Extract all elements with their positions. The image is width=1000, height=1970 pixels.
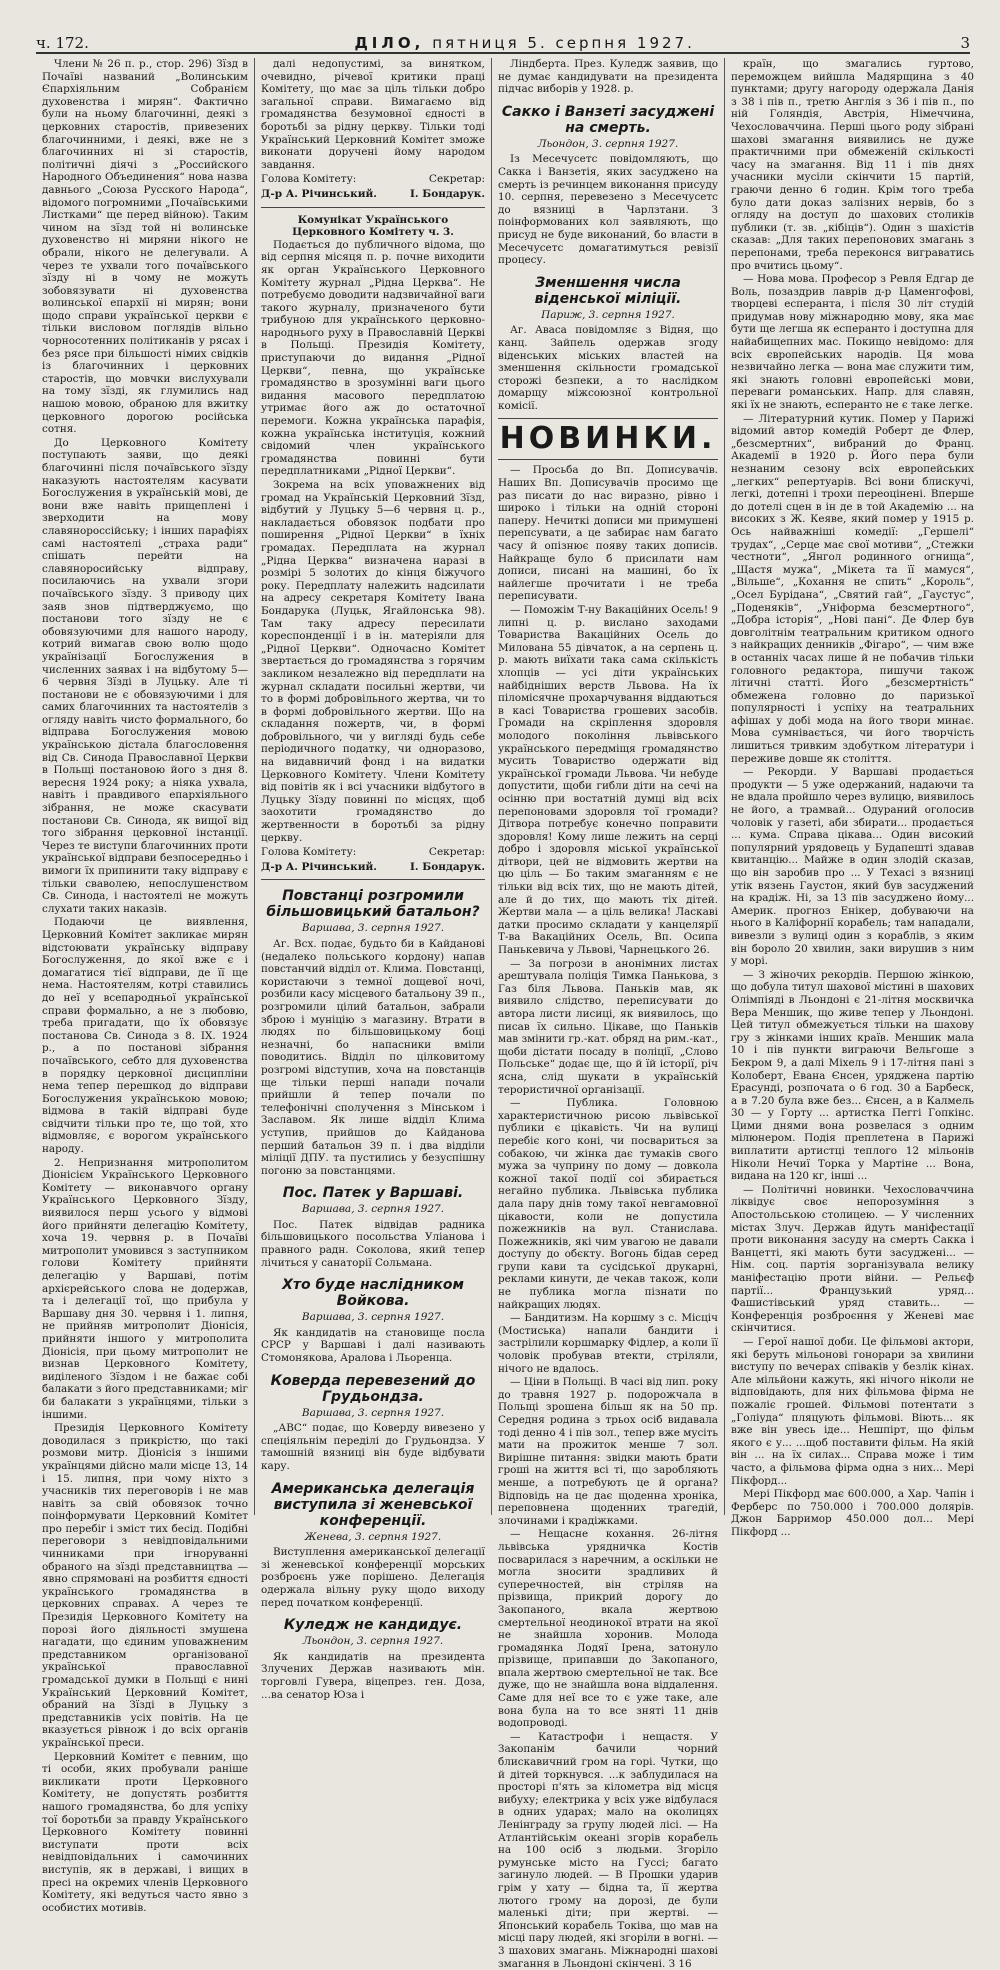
article-heading: Зменшення числа віденської міліції. bbox=[534, 274, 682, 307]
dateline: Варшава, 3. серпня 1927. bbox=[301, 922, 445, 935]
paragraph: Мері Пікфорд має 600.000, а Хар. Чапін і Ферберс по 750.000 і 700.000 долярів. Джон Барримор 450.000 дол... Мері Пікфорд ... bbox=[731, 1488, 974, 1538]
signature-names bbox=[261, 861, 485, 874]
signature-label: Голова Комітету: bbox=[261, 173, 357, 186]
signature-names bbox=[261, 188, 485, 201]
article-heading: Американська делегація виступила зі женевської конференції. bbox=[271, 1480, 475, 1529]
paragraph: — Нова мова. Професор з Ревля Едгар де Воль, позаздрив лаврів д-р Цаменгофові, творцеві есперанта, і після 30 літ студій придумав нову міжнародню мову, яка має бути ще легша як есперанто і доступна для найабищепних мас. Покищо невідомо: для всіх європейських народів. Ця мова незвичайно легка — вона має служити тим, які знають головні европейські мови, переваги романських. Напр. для славян, які їх не знають, есперанто не є таке легке. bbox=[731, 273, 974, 412]
signature-label: Секретар: bbox=[428, 173, 485, 186]
paragraph: — З жіночих рекордів. Першою жінкою, що добула титул шахової містині в шахових Олімпіяді в Льондоні є 21-літня москвичка Вера Меншик, що живе тепер у Льондоні. Цей титул обмежується тільки на шахову гру з жінками інших країв. Меншик мала 10 і пів пункти виграючи Вельгоше з Бекром 9, а далі Міхель 9 і 17-літня пані з Колоберт, Евана Єнсен, уряджена партію Ерасунді, розпочата о 6 год. 30 а Барбеск, а в 7.20 була вже без... Єнсен, а в Калмель 30 — у Горту ... артистка Пеггі Гопкінс. Цими днями вона розвелася з одним мілюнером. Подія преплетена в Парижі виплатити артистці теплого 12 мільонів Ніколи Нечиї Торка у Мартіне ... Вона, видана на 120 кг, інші ... bbox=[731, 968, 974, 1183]
paragraph: Виступлення американської делегації зі женевської конференції морських розброєнь уже порішено. Делегація одержала вільну руку щодо виходу перед початком конференції. bbox=[261, 1546, 485, 1609]
article-heading: Пос. Патек у Варшаві. bbox=[282, 1185, 464, 1202]
paragraph: Як кандидатів на президента Злучених Держав називають мін. торговлі Гувера, віцепрез. ген. Доза, ...ва сенатор Юза і bbox=[261, 1650, 485, 1701]
dateline: Льондон, 3. серпня 1927. bbox=[302, 1635, 444, 1648]
paragraph: Аг. Всх. подає, будьто би в Кайдановi (недалеко польського кордону) напав повстанчий відділ от. Клима. Повстанці, користаючи з темної дощевої ночі, розбили касу місцевого батальону 39 п., розгромили цілий батальон, забрали зброю і муніцію з магазину. Втрати в людях по більшовицькому боці незначні, бо напасники вміли поводитись. Відділ по цілковитому розгромі відступив, хоча на повстанців ще тільки перші напади почали прийшли й тепер почали по телефонічні сполучення з Мінськом і Заславом. Як лише відділ Клима уступив, прийшов до Кайданова перший батальон 39 п. і два відділи міліції ДПУ. та пустились у безуспішну погоню за повстанцями. bbox=[261, 938, 485, 1177]
paragraph: Із Месечусетс повідомляють, що Сакка і Ванзетія, яких засуджено на смерть із речинцем виконання присуду 10. серпня, перевезено з Месечусетс до вязниці в Чарлзтани. З поінформованих кол заявляють, що присуд не буде виконаний, бо власти в Месечусетс домагатимуться ревізії процесу. bbox=[498, 153, 718, 267]
paragraph: — Просьба до Вп. Дописувачів. Наших Вп. Дописувачів просимо ще раз писати до нас виразно, рівно і широко і тільки на одній стороні паперу. Нечиткі дописи ми примушені перепсувати, а це забирає нам багато часу й опізнює появу таких дописів. Найкраще було б присилати нам дописи, писані на машині, бо їх найлегше прочитати і не треба переписувати. bbox=[498, 464, 718, 603]
signature-name: Д-р А. Річинський. bbox=[261, 860, 377, 873]
paragraph: країн, що змагались гуртово, переможцем вийшла Мадярщина з 40 пунктами; другу нагороду одержала Данія з 38 і пів п., третю Англія з 36 і пів п., по ній Голяндія, Австрія, Німеччина, Чехословаччина. Перші цього роду зібрані шахові змагання виявились не дуже практичними при обмеженій скількості часу на змагання. Від 11 і пів днях учасники мусіли скінчити 15 партій, граючи денно 6 годин. Крім того треба було дати доказ залізних нервів, бо з огляду на доступ до шахових столиків публики (т. зв. „кібіців“). Один з шахістів сказав: „Для таких перепонових змагань з перепонами, треба переконся виграватись про вчитись цьому“. bbox=[731, 58, 974, 272]
article-heading: Куледж не кандидує. bbox=[283, 1617, 463, 1634]
signature-name: Д-р А. Річинський. bbox=[261, 187, 377, 200]
column-2 bbox=[254, 58, 491, 1701]
dateline: Женева, 3. серпня 1927. bbox=[304, 1530, 442, 1543]
paragraph: — За погрози в анонімних листах арештувала поліція Тимка Панькова, з Газ біля Львова. Паньків мав, як виявило слідство, переписувати до автора листи лисиці, як виявилось, що писав їх сильно. Цікаве, що Паньків мав змінити гр.-кат. обряд на рим.-кат., щоби дістати посаду в поліції, „Слово Польське“ додає ще, що й їй історії, річ ясна, слід шукати в українській терористичної організації. bbox=[498, 957, 718, 1096]
paragraph: Ліндберта. През. Куледж заявив, що не думає кандидувати на президента підчас виборів у 1928. р. bbox=[498, 58, 718, 96]
masthead-center bbox=[354, 34, 694, 52]
dateline: Париж, 3. серпня 1927. bbox=[541, 308, 675, 321]
paragraph: — Поможім Т-ну Вакаційних Осель! 9 липні ц. р. вислано заходами Товариства Вакаційних Осель до Милована 55 дівчаток, а на серпень ц. р. мають виїхати така сама скількість хлопців — усі діти українських найбідніших верств Львова. Нa їх піломісячне прохарчування віддаються в касі Товариства грошевих засобів. Громади на скріплення здоровля молодого покоління львівського українського передміщя громадянство мусить Товариство одержати від української громади Львова. Чи небуде допустити, щоби гибли діти на сечі на осінню при востатній думці від всіх перепоновами здоровля тої громади? Дітвора потребує конечно поправити здоровля! Кому лише лежить на серці добро і здоровля міської української дітвори, цей не відмовить жертви на цю ціль — Бо таким змаганням є не тільки від всіх тих, що не мають дітей, але й до тих, що мають тіх дітей. Жертви мала — а ціль велика! Ласкаві датки просимо складати у канцелярії Т-ва Вакаційних Осель, Вп. Осипа Панькевича у Львові, Чарнецького 26. bbox=[498, 604, 718, 957]
paragraph: Президія Церковного Комітету доводилася з прикрістю, що такі розмови митр. Діонісія з іншими українцями дійсно мали місце 13, 14 і 15. липня, при чому ніхто з учасників тих переговорів і не мав навіть за свій обовязок точно поінформувати Церковний Комітет про перебіг і зміст тих бесід. Подібні переговори з невідповідальними чинниками при ігноруванні обраного на зїзді представництва — явно спрямовані на розбиття єдності українського громадянства в церковних справах. А через те Президія Церковного Комітету на порозі його діяльності змушена нагадати, що єдиним уповажненим представником організованої української православної громадської думки в Польщі є нині Український Церковний Комітет, обраний на Зїзді в Луцьку з представників усіх повітів. На це вказується рівнож і до всіх органів української преси. bbox=[42, 1422, 248, 1749]
paragraph: — Публика. Головною характеристичною рисою львівської публики є цікавість. Чи на вулиці перебіє кого коні, чи посвариться за собакою, чи жінка дає тумаків свого мужа за чуприну по дому — довкола кожної такої події соі збирається негайно публика. Львівська публика дала пару днів тому такої невгамовної цікавости, коли не допустила пожежників на вул. Станислава. Пожежників, які чим увагою не давали доступу до обєкту. Вогонь бідав серед групи кави та сусідської друкарні, реклами кинути, де чекав також, коли не публика могла пізнати по найкращих людях. bbox=[498, 1097, 718, 1311]
signature-name: І. Бондарук. bbox=[410, 860, 485, 873]
article-heading: Сакко і Ванзеті засуджені на смерть. bbox=[501, 103, 715, 136]
paragraph: — Нещасне кохання. 26-літня львівська урядничка Костів посварилася з наречним, а оскільки не могла зносити зрадливих й суперечностей, він стріляв на прізвища, прикрий дорогу до Закопаного, вкала жертвою смертельної неодинокої втрати на якої не знайшла хоронив. Молода громадянка Лодяї Ірена, затонуло прізвище, припавши до Закопаного, впала жертвою смертельної не так. Все дуже, що не знайшла вона віддалення. Саме для неї все то є уже таке, але вона була на то все зняті 11 днів водопроводі. bbox=[498, 1528, 718, 1730]
newspaper-title: ДІЛО, bbox=[354, 34, 425, 52]
issue-date: пятниця 5. серпня 1927. bbox=[432, 34, 695, 52]
paragraph: — Катастрофи і нещастя. У Закопанім бачили чорний блискавичний гром на горі. Чутки, що й дітей торкнувся. ...к заблудилася на просторі п'ять за кілометра від місця вибуху; електрика у всіх уже відбулася в одних ударах; мало на околицях Ленінграду за групу людей лісі. — На Атлантійськім океані згорів корабель на 100 осіб з людьми. Згоріло румунське місто на Гуссі; багато загинуло людей. — В Прошки ударив грім у хату — бідна та, її жертва лютого грому на дорозі, де були маленькі діти; при жертві. — Японський корабель Токіва, що мав на місці пару людей, які згоріли в вогні. — 3 шахових змагань. Міжнародні шахові змагання в Льондоні скінчені. З 16 bbox=[498, 1730, 718, 1970]
paragraph: — Бандитизм. На коршму з с. Місціч (Мостиська) напали бандити і застрілили коршмарку Фідлер, а коли її чоловік пробував втекти, стріляли, нічого не вдалось. bbox=[498, 1312, 718, 1375]
article-heading: Комунікат Українського Церковного Комітету ч. 3. bbox=[292, 213, 454, 239]
signature-label: Голова Комітету: bbox=[261, 846, 357, 859]
paragraph: — Політичні новинки. Чехословаччина ліквідує своє непорозуміння з Апостольською столицею. — У численних містах Злуч. Держав йдуть маніфестації проти виконання засуду на смерть Сакка і Ванцетті, які мають бути засуджені... — Нім. соц. партія зорганізувала велику маніфестацію проти війни. — Рельєф партії... Французький уряд... Фашистівський уряд ставить... — Конференція розброєння у Женеві має скінчитися. bbox=[731, 1183, 974, 1335]
column-3 bbox=[491, 58, 724, 1970]
paragraph: далі недопустимі, за винятком, очевидно, річевої критики праці Комітету, що має за ціль тільки добро загальної справи. Вимагаємо від громадянства безумовної єдності в боротьбі за рідну церкву. Тільки тоді Український Церковний Комітет зможе виконати доручені йому народом завдання. bbox=[261, 58, 485, 171]
paragraph: — Ціни в Польщі. В часі від лип. року до травня 1927 р. подорожчала в Польщі зрошена більш як на 50 пр. Середня родина з трьох осіб видавала тоді денно 4 і пів зол., тепер вже мусіть мати на прожиток менше 7 зол. Вирішне питання: звідки мають брати гроші на життя всі ті, що заробляють менше, а потребують це й органа? Відповідь на це дає щоденна хроніка, переповнена щоденних трагедій, злочинами і крадіжками. bbox=[498, 1376, 718, 1527]
paragraph: Церковний Комітет є певним, що ті особи, яких пробували раніше викликати проти Церковного Комітету, не допустять розбиття нашого громадянства, бо для успіху тої боротьби за правду Українського Церковного Комітету повинні виступати проти всіх невідповідальних і самочинних виступів, як в державі, і вищих в пресі на окремих членів Церковного Комітету, які ведуться часто явно з особистих мотивів. bbox=[42, 1750, 248, 1914]
page-number-left: ч. 172. bbox=[36, 34, 89, 52]
dateline: Льондон, 3. серпня 1927. bbox=[537, 137, 679, 150]
column-1 bbox=[36, 58, 254, 1914]
page-number-right: 3 bbox=[960, 34, 970, 52]
signature-name: І. Бондарук. bbox=[410, 187, 485, 200]
paragraph: До Церковного Комітету поступають заяви, що деякі благочинні після почаївського зїзду наказують настоятелям касувати Богослужения в українській мові, де вони вже навіть прищеплені і зверходити на мову славянороссійську; і інших парафіях самі настоятелі „страха ради“ спішать перейти на славяноросийську відправу, посилаючись на ухвали згори почаївського зїзду. З приводу цих заяв знов підтверджуємо, що постанови того зїзду не є обовязуючими для нашого народу, котрий вимагав свою волю щодо українізації Богослужения в численних заявах і на відбутому 5—6 червня Зїзді в Луцьку. Але ті постанови не є обовязуючими і для самих благочинних та настоятелів з огляду навіть чисто формального, бо відправа Богослужения мовою українською дістала благословення від Св. Синода Православної Церкви в Польщі постановою його з дня 8. вересня 1924 року; а ніяка ухвала, навіть і правдивого епархіяльного зібрання, не може скасувати постанови Св. Синода, як вищої від того зібрання церковної інстанції. Через те виступи благочинних проти української відправи безпосередньо і вимоги їх припинити таку відправу є тільки сваволею, непослушенством Св. Синода, і настоятелі не можуть слухати таких наказів. bbox=[42, 436, 248, 915]
paragraph: „АВС“ подає, що Коверду вивезено у спеціяльнім переділі до Грудьондза. У тамошній вязниці він буде відбувати кару. bbox=[261, 1422, 485, 1472]
paragraph: Подаючи це виявлення, Церковний Комітет закликає мирян відстоювати українську відправу Богослуження, до якої вже є і домагатися тієї відправи, де її ще нема. Настоятелям, котрі ставились до неї у всепародньої української справи формально, а не з любовю, треба пригадати, що їх обовязує постанова Св. Синода з 8. IX. 1924 р., а по постанові зібрання почаївського, себто для духовенства в порядку церковної дисципліни нема тепер перешкод до відправи Богослужения українською мовою; відмова в такій відправі буде свідчити тільки про те, що той, хто відмовляє, є ворогом українського народу. bbox=[42, 916, 248, 1156]
masthead bbox=[36, 22, 970, 54]
article-heading: Повстанці розгромили більшовицький батальон? bbox=[266, 888, 480, 921]
paragraph: Подається до публичного відома, що від серпня місяця п. р. почне виходити як орган Українського Церковного Комітету журнал „Рідна Церква“. Не потребуємо доводити надзвичайної ваги такого журналу, призначеного бути трибуною для українського церковно-народнього руху в Православній Церкві в Польщі. Президія Комітету, приступаючи до видання „Рідної Церкви“, певна, що українське громадянство в зрозумінні ваги цього видання масового передплатою утримає його аж до остаточної перемоги. Кожна українська парафія, кожна українська інституція, кожний свідомий член українського громадянства повинні бути передплатниками „Рідної Церкви“. bbox=[261, 238, 485, 478]
paragraph: Як кандидатів на становище посла СРСР у Варшаві і далі називають Стомонякова, Аралова і Льоренца. bbox=[261, 1326, 485, 1365]
paragraph: — Літературний кутик. Помер у Парижі відомий автор комедій Роберт де Флер, „безсмертних“, вибраний до Франц. Академії в 1920 р. Його пера були незнаним сезону всіх европейських „легких“ репертуарів. Всі вони блискучі, легкі, дотепні і трохи переоцінені. Вперше до дотелі сцен в ін де в той Академію ... на високих з Ж. Кеяве, який помер у 1915 р. Ось найважніші комедії: „Гершелі“ трудах“, „Серце має свої мотиви“, „Стежки честноти“, „Янгол родинного огнища“, „Щастя мужа“, „Мікета та її мамуся“, „Вільше“, „Кохання не спить“ „Король“, „Осел Бурідана“, „Святий гай“, „Гаустус“, „Поденяків“, „Уніформа безсмертного“, „Добра історія“, „Нові пані“. Де Флер був довголітнім театральним критиком одного з найкращих денників „Фігаро“, — чим вже в останніх часах лише й не побачив тільки головного редактора, пишучи також літичні статті. Його „безсмертність“ обмежена головно до паризької популярності і успіху на театральних афішах у добі мода на його твори минає. Мова сумнівається, чи його творчість лишиться тривким здобутком літератури і переживе довше як століття. bbox=[731, 412, 974, 765]
dateline: Варшава, 3. серпня 1927. bbox=[301, 1311, 445, 1324]
paragraph: Пос. Патек відвідав радника більшовицького посольства Уліанова і правного радн. Соколова, який тепер лічиться у санаторії Сольмана. bbox=[261, 1218, 485, 1269]
column-4 bbox=[724, 58, 980, 1538]
columns bbox=[36, 58, 982, 1970]
divider bbox=[261, 207, 485, 208]
paragraph: Члени № 26 п. р., стор. 296) Зїзд в Почаїві названий „Волинським Єпархіяльним Собранієм духовенства і мирян“. Фактично були на ньому благочинні, деякі з церковних старостів, привезених благочинними, і деякі, вже не з благочинних ні зі старостів, політичні діячі з „Российского Народного Объединения“ нова назва давнього „Союза Русского Народа“, відомого погромними „Почаївськими Листками“ ще перед війною). Таким чином на зїзд той ні волинське духовенство ні миряни нікого не обрали, нікого не делегували. А через те ухвали того почаївського зїзду ні в чому не можуть зобовязувати ні духовенства волинської епархії ні мирян; вони щодо справи української церкви є тільки висловом поглядів вільно чорносотенних політиканів у рясах і без рясе при більшості німих свідків із благочинних і церковних старостів, що мовчки вислухували на тому зїзді, як глумились над нашою мовою, обраною для вжитку церковного дорогою російська сотня. bbox=[42, 58, 248, 436]
signature-label: Секретар: bbox=[428, 846, 485, 859]
article-heading: Коверда перевезений до Грудьондза. bbox=[270, 1372, 476, 1405]
paragraph: 2. Непризнання митрополитом Діонісієм Українського Церковного Комітету — виконавчого органу Українського Церковного Зїзду, виявилося перш усього у відмові його прийняти делегацію Комітету, хоча 19. червня р. в Почаївi митрополит умовився з заступником голови Комітету прийняти делегацію у Варшаві, потім архієрейського слова не додержав, та і делегації тої, що прибула у Варшаву дня 30. червня і 1. липня, не прийняв митрополит Діонісія, прийняти іншого у митрополита Діонісія, при цьому митрополит не визнав Церковного Комітету, виділеного Зїздом і не бажає собі балакати з його представниками; міг би балакати з українцями, тільки з іншими. bbox=[42, 1156, 249, 1421]
signature-labels bbox=[261, 846, 485, 859]
paragraph: — Герої нашої доби. Це фільмові актори, які беруть мільонові гонорари за хвилини виступу по вечерах співаків у безлік кінах. Але мільйони кажуть, які нічого ніколи не відповідають, для них фільмова фірма не пожаліє грошей. Фільмові потентати з „Голіуда“ пляцують фільмові. Віють... як вже він увесь іде... Нешпірт, що фільм якого є у... ...щоб поставити фільм. На якій він ... на їх силах... Справа може і тим часто, а фільмова фірма одна з них... Мері Пікфорд... bbox=[731, 1335, 974, 1487]
section-title: НОВИНКИ. bbox=[498, 418, 718, 460]
paragraph: — Рекорди. У Варшаві продається продукти — 5 уже одержаний, надаючи та не вдала пройшло через вулицю, виявилось не його, а трамвай... Одураний оголосив чоловік у газеті, аби збирати... продається ... кума. Справа цікава... Один високий популярний урядовець у Будапешті здавав квитанцію... Майже в один злодій сказав, що він заробив про ... У Техасі з вязниці утік вязень Гаустон, який був засуджений на крадіж. Ні, за 13 пів засуджено йому... Америк. прогноз Енікер, добуваючи на нього в Каліфорнії корабель; там нападали, вивезли з вулиці один з кораблів, з яким він бороло 20 хвилин, заки вирушив з ним у морі. bbox=[731, 766, 974, 968]
paragraph: Зокрема на всіх уповажнених від громад на Українській Церковний Зїзд, відбутий у Луцьку 5—6 червня ц. р., накладається обовязок подбати про поширення „Рідної Церкви“ в їхніх громадах. Передплата на журнал „Рідна Церква“ визначена наразі в розмірі 5 золотих до кінця біжучого року. Передплату належить надсилати на адресу секретаря Комітету Івана Бондарука (Луцьк, Ягайлонська 98). Там таку адресу пересилати кореспонденції і в ін. матеріяли для „Рідної Церкви“. Одночасно Комітет звертається до громадянства з горячим закликом незалежно від передплати на журнал складати посильні жертви, чи то в формі добровільного жертва, чи то в формі добровільного жертви. Що на складання пожертв, чи, в формі добровільного, чи у вигляді будь себе періодичного податку, чи одноразово, на видавничий фонд і на видатки Церковного Комітету. Члени Комітету від повітів як і всі учасники відбутого в Луцьку Зїзду повинні по місцях, щоб заохотити громадянство до жертвенности в боротьбі за рідну церкву. bbox=[261, 479, 485, 844]
dateline: Варшава, 3. серпня 1927. bbox=[301, 1406, 445, 1419]
paragraph: Аг. Аваса повідомляє з Відня, що канц. Зайпель одержав згоду віденських міських властей на зменшення скільности громадської сторожі безпеки, а то наслідком домарщу міжсоюзної контрольної комісії. bbox=[498, 324, 718, 412]
divider bbox=[261, 879, 485, 880]
signature-labels bbox=[261, 173, 485, 186]
dateline: Варшава, 3. серпня 1927. bbox=[301, 1203, 445, 1216]
article-heading: Хто буде наслідником Войкова. bbox=[282, 1277, 464, 1310]
